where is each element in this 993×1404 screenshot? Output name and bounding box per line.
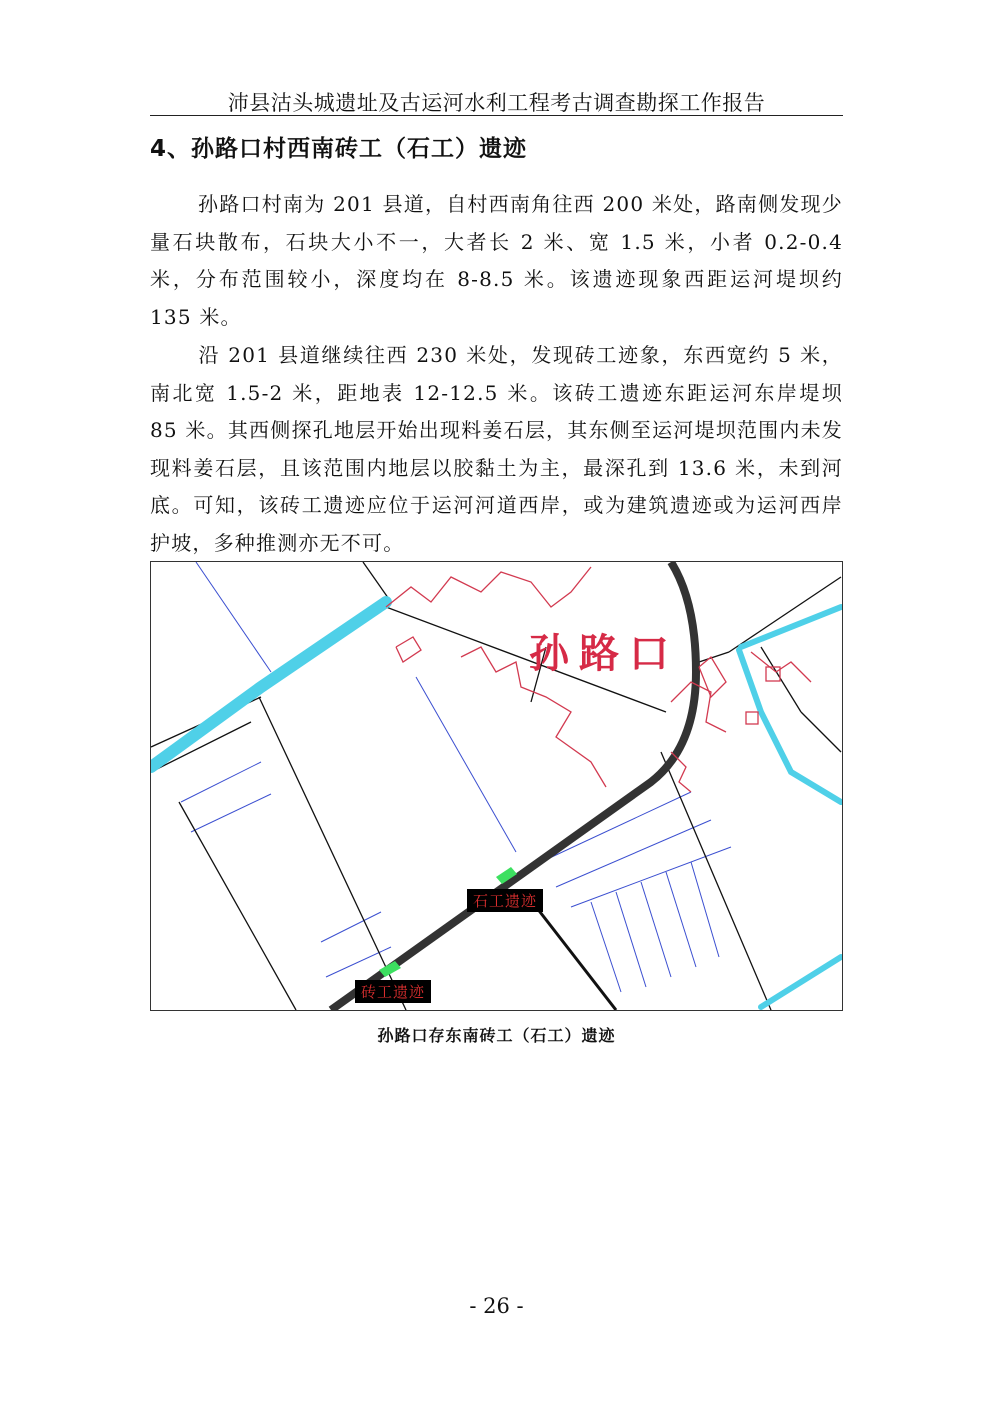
rivers bbox=[151, 602, 841, 1007]
section-heading: 4、孙路口村西南砖工（石工）遗迹 bbox=[150, 136, 528, 162]
village-label: 孙路口 bbox=[529, 631, 679, 677]
paragraph-1-text: 孙路口村南为 201 县道，自村西南角往西 200 米处，路南侧发现少量石块散布，石块大小不一，大者长 2 米、宽 1.5 米，小者 0.2-0.4 米，分布范围较小，深度均在 8-8.5 米。该遗迹现象西距运河堤坝约 135 米。 bbox=[150, 192, 843, 329]
page-number: - 26 - bbox=[469, 1294, 524, 1318]
paragraph-2-text: 沿 201 县道继续往西 230 米处，发现砖工迹象，东西宽约 5 米，南北宽 1.5-2 米，距地表 12-12.5 米。该砖工遗迹东距运河东岸堤坝 85 米。其西侧探孔地层开始出现料姜石层，其东侧至运河堤坝范围内未发现料姜石层，且该范围内地层以胶黏土为主，最深孔到 13.6 米，未到河底。可知，该砖工遗迹应位于运河河道西岸，或为建筑遗迹或为运河西岸护坡，多种推测亦无不可。 bbox=[150, 343, 843, 555]
header-rule bbox=[150, 115, 843, 116]
site-map bbox=[150, 561, 843, 1011]
running-header: 沛县沽头城遗址及古运河水利工程考古调查勘探工作报告 bbox=[227, 91, 766, 115]
stone-site-label: 石工遗迹 bbox=[467, 889, 543, 912]
figure-caption: 孙路口存东南砖工（石工）遗迹 bbox=[377, 1026, 616, 1045]
field-boundaries bbox=[151, 562, 841, 1010]
paragraph-1 bbox=[150, 186, 843, 336]
map-drawing bbox=[151, 562, 842, 1010]
paragraph-2 bbox=[150, 337, 843, 562]
brick-site-label: 砖工遗迹 bbox=[355, 980, 431, 1003]
